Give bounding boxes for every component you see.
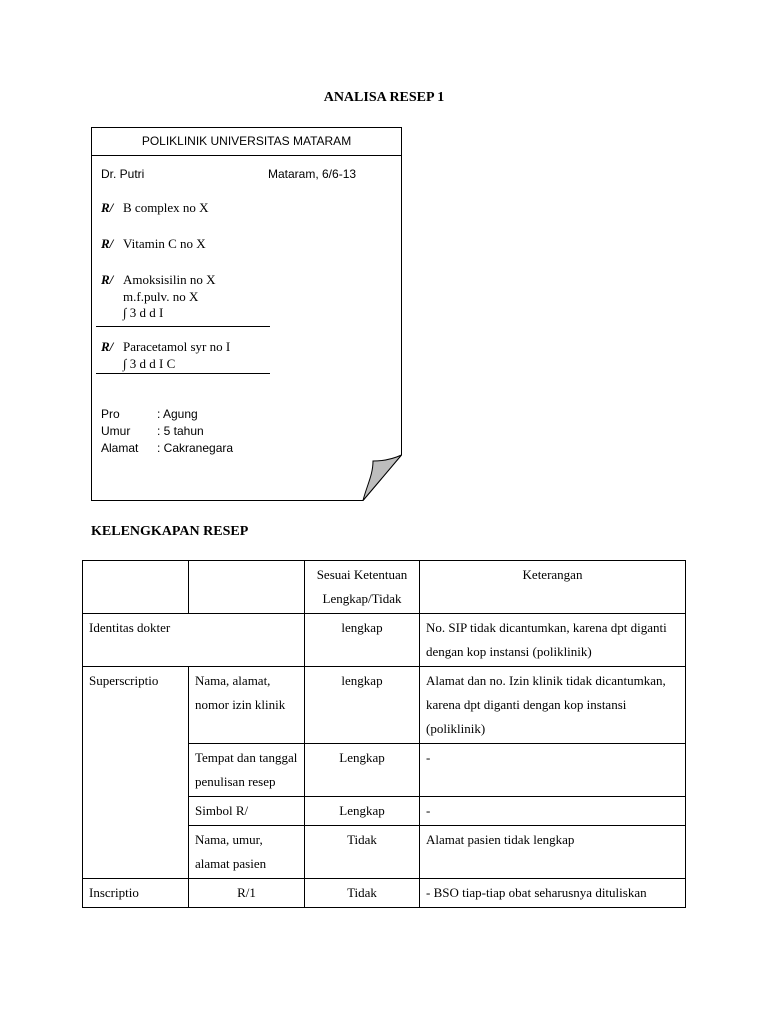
table-cell: No. SIP tidak dicantumkan, karena dpt diganti dengan kop instansi (poliklinik)	[420, 614, 686, 667]
patient-name-label: Pro	[101, 407, 120, 421]
table-cell: Nama, alamat, nomor izin klinik	[189, 667, 305, 744]
patient-address-value: : Cakranegara	[157, 441, 234, 455]
rx-symbol: R/	[101, 236, 114, 251]
table-cell: Identitas dokter	[83, 614, 305, 667]
table-row	[83, 879, 686, 908]
rx-divider	[96, 326, 270, 327]
table-cell: lengkap	[305, 667, 420, 744]
table-row	[83, 614, 686, 667]
rx-item-4	[101, 339, 230, 355]
rx-item-1	[101, 200, 209, 216]
place-date: Mataram, 6/6-13	[268, 167, 357, 181]
rx-item-name: Amoksisilin no X	[123, 272, 216, 287]
patient-address-row	[101, 440, 233, 457]
table-cell: -	[420, 744, 686, 797]
patient-age-label: Umur	[101, 424, 131, 438]
table-cell: Simbol R/	[189, 797, 305, 826]
rx-item-name: Vitamin C no X	[123, 236, 206, 251]
table-cell: Inscriptio	[83, 879, 189, 908]
header-cell: Keterangan	[420, 561, 686, 614]
clinic-header: POLIKLINIK UNIVERSITAS MATARAM	[141, 134, 352, 148]
rx-item-3-form: m.f.pulv. no X	[123, 289, 199, 304]
rx-item-3	[101, 272, 215, 288]
table-cell: Tidak	[305, 826, 420, 879]
rx-divider	[96, 373, 270, 374]
table-header-row	[83, 561, 686, 614]
table-cell: Lengkap	[305, 797, 420, 826]
table-cell: Nama, umur, alamat pasien	[189, 826, 305, 879]
rx-symbol: R/	[101, 272, 114, 287]
completeness-table	[82, 560, 686, 908]
doctor-name: Dr. Putri	[101, 167, 145, 181]
rx-symbol: R/	[101, 200, 114, 215]
table-cell: Tidak	[305, 879, 420, 908]
rx-item-4-signa: ∫ 3 d d I C	[123, 356, 176, 371]
patient-address-label: Alamat	[101, 441, 139, 455]
table-cell: - BSO tiap-tiap obat seharusnya dituliskan	[420, 879, 686, 908]
page-title: ANALISA RESEP 1	[323, 90, 445, 105]
table-cell: Superscriptio	[83, 667, 189, 879]
rx-item-2	[101, 236, 206, 252]
rx-symbol: R/	[101, 339, 114, 354]
rx-item-3-signa: ∫ 3 d d I	[123, 305, 164, 320]
table-cell	[189, 561, 305, 614]
table-cell: Lengkap	[305, 744, 420, 797]
patient-age-value: : 5 tahun	[157, 424, 204, 438]
patient-name-value: : Agung	[157, 407, 198, 421]
table-cell: lengkap	[305, 614, 420, 667]
patient-name-row	[101, 406, 198, 423]
table-cell: -	[420, 797, 686, 826]
table-cell: R/1	[189, 879, 305, 908]
table-cell: Tempat dan tanggal penulisan resep	[189, 744, 305, 797]
table-row	[83, 667, 686, 744]
section-title: KELENGKAPAN RESEP	[91, 524, 249, 539]
rx-item-name: B complex no X	[123, 200, 209, 215]
table-cell	[83, 561, 189, 614]
table-cell: Alamat pasien tidak lengkap	[420, 826, 686, 879]
patient-age-row	[101, 423, 204, 440]
rx-item-name: Paracetamol syr no I	[123, 339, 231, 354]
header-cell: Sesuai Ketentuan Lengkap/Tidak	[305, 561, 420, 614]
table-cell: Alamat dan no. Izin klinik tidak dicantumkan, karena dpt diganti dengan kop instansi (poliklinik)	[420, 667, 686, 744]
